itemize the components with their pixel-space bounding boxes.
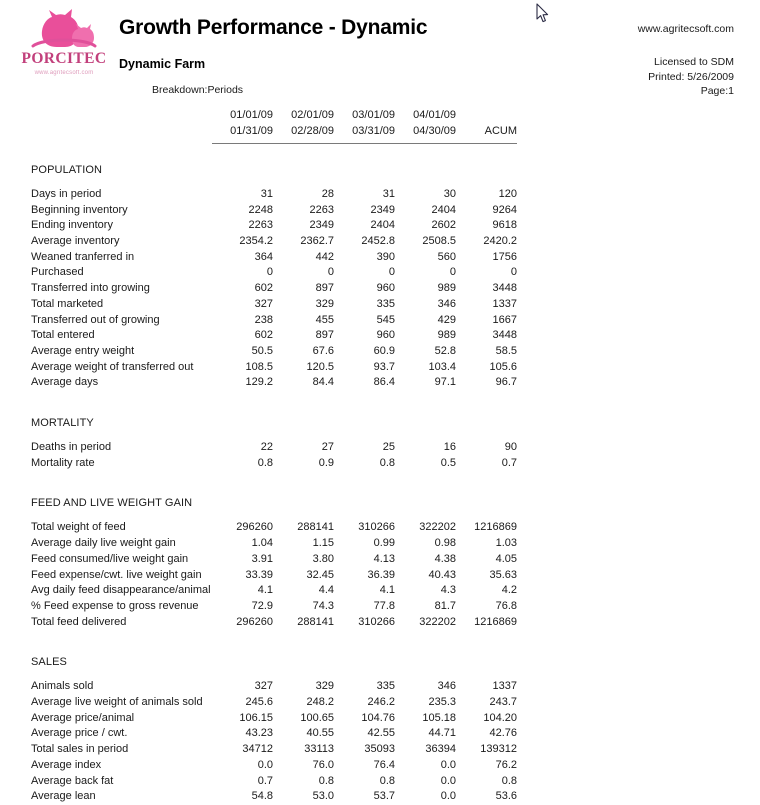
row-value: 103.4: [428, 360, 456, 373]
row-value: 22: [260, 441, 273, 454]
row-value: 43.23: [245, 727, 273, 740]
row-value: 310266: [358, 615, 395, 628]
row-value: 58.5: [495, 344, 517, 357]
row-value: 60.9: [373, 344, 395, 357]
row-value: 84.4: [312, 376, 334, 389]
row-label: Mortality rate: [31, 456, 95, 469]
row-value: 310266: [358, 521, 395, 534]
section-title: POPULATION: [31, 163, 103, 176]
row-value: 1667: [492, 313, 517, 326]
row-value: 335: [376, 680, 395, 693]
table-row: [31, 552, 517, 568]
row-label: Total feed delivered: [31, 615, 127, 628]
period-end-4: 04/30/09: [413, 124, 456, 137]
table-row: [31, 679, 517, 695]
row-value: 1756: [492, 250, 517, 263]
row-value: 4.38: [434, 552, 456, 565]
logo-url: www.agritecsoft.com: [34, 69, 94, 76]
row-value: 97.1: [434, 376, 456, 389]
row-value: 4.1: [379, 584, 395, 597]
row-label: Avg daily feed disappearance/animal: [31, 584, 211, 597]
row-label: Average price/animal: [31, 711, 135, 724]
period-end-row: [31, 124, 517, 142]
section-header-row: [31, 636, 517, 679]
report-meta: [648, 55, 734, 99]
row-label: Total weight of feed: [31, 521, 126, 534]
period-start-row: [31, 108, 517, 124]
row-label: % Feed expense to gross revenue: [31, 599, 199, 612]
row-value: 2263: [248, 219, 273, 232]
row-value: 1.15: [312, 537, 334, 550]
row-value: 54.8: [251, 790, 273, 803]
table-row: [31, 281, 517, 297]
row-value: 0.0: [440, 774, 456, 787]
row-value: 33113: [304, 743, 334, 756]
row-value: 0.98: [434, 537, 456, 550]
row-value: 235.3: [428, 696, 456, 709]
row-value: 2354.2: [239, 235, 273, 248]
row-value: 120.5: [306, 360, 334, 373]
row-value: 2248: [248, 203, 273, 216]
period-end-2: 02/28/09: [291, 124, 334, 137]
row-value: 1.04: [251, 537, 273, 550]
mouse-cursor: [536, 3, 549, 23]
table-row: [31, 375, 517, 391]
header-spacer: [31, 108, 212, 124]
farm-name: Dynamic Farm: [119, 57, 206, 71]
row-value: 105.6: [489, 360, 517, 373]
row-value: 104.76: [361, 711, 395, 724]
row-value: 105.18: [422, 711, 456, 724]
row-value: 16: [443, 441, 456, 454]
row-value: 35093: [364, 743, 395, 756]
period-start-4: 04/01/09: [413, 109, 456, 121]
row-value: 4.4: [318, 584, 334, 597]
row-value: 42.76: [489, 727, 517, 740]
row-value: 322202: [419, 615, 456, 628]
row-value: 76.4: [373, 758, 395, 771]
section-header-pad: [212, 477, 273, 520]
row-label: Animals sold: [31, 680, 94, 693]
row-value: 76.0: [312, 758, 334, 771]
porcitec-logo: [14, 6, 114, 78]
row-value: 246.2: [367, 696, 395, 709]
row-value: 0.5: [440, 456, 456, 469]
row-value: 560: [437, 250, 456, 263]
section-header-pad: [273, 144, 334, 187]
row-value: 100.65: [300, 711, 334, 724]
row-value: 3.91: [251, 552, 273, 565]
row-value: 960: [376, 282, 395, 295]
column-header-acum: ACUM: [484, 124, 517, 137]
section-header-row: [31, 144, 517, 187]
row-value: 40.43: [428, 568, 456, 581]
row-value: 81.7: [434, 599, 456, 612]
row-value: 4.3: [440, 584, 456, 597]
row-value: 31: [260, 187, 273, 200]
row-value: 36.39: [367, 568, 395, 581]
row-value: 390: [376, 250, 395, 263]
row-value: 0.8: [379, 774, 395, 787]
table-row: [31, 297, 517, 313]
table-row: [31, 360, 517, 376]
row-label: Purchased: [31, 266, 84, 279]
row-value: 72.9: [251, 599, 273, 612]
row-label: Transferred into growing: [31, 282, 150, 295]
period-start-3: 03/01/09: [352, 109, 395, 121]
row-value: 296260: [236, 521, 273, 534]
row-value: 602: [254, 282, 273, 295]
row-value: 989: [437, 282, 456, 295]
row-value: 3.80: [312, 552, 334, 565]
row-value: 4.05: [495, 552, 517, 565]
row-value: 120: [498, 187, 517, 200]
row-label: Feed expense/cwt. live weight gain: [31, 568, 202, 581]
table-row: [31, 250, 517, 266]
row-value: 1337: [492, 680, 517, 693]
table-row: [31, 583, 517, 599]
row-value: 0.8: [257, 456, 273, 469]
section-header-pad: [273, 477, 334, 520]
section-title: FEED AND LIVE WEIGHT GAIN: [31, 497, 193, 510]
section-header-row: [31, 397, 517, 440]
section-header-row: [31, 477, 517, 520]
row-value: 245.6: [245, 696, 273, 709]
row-value: 31: [382, 187, 395, 200]
row-value: 53.6: [495, 790, 517, 803]
table-row: [31, 234, 517, 250]
row-value: 248.2: [306, 696, 334, 709]
period-end-3: 03/31/09: [352, 124, 395, 137]
row-value: 897: [315, 282, 334, 295]
row-value: 76.2: [495, 758, 517, 771]
table-body: [31, 144, 517, 805]
row-value: 90: [504, 441, 517, 454]
section-header-pad: [273, 636, 334, 679]
row-value: 4.13: [373, 552, 395, 565]
row-value: 989: [437, 329, 456, 342]
row-value: 9618: [492, 219, 517, 232]
table-header: [31, 108, 517, 144]
row-value: 346: [437, 680, 456, 693]
row-value: 0.8: [318, 774, 334, 787]
period-start-5: [456, 108, 517, 124]
row-value: 27: [321, 441, 334, 454]
section-header-pad: [395, 477, 456, 520]
table-row: [31, 758, 517, 774]
row-value: 0.9: [318, 456, 334, 469]
row-value: 0.99: [373, 537, 395, 550]
section-header-pad: [395, 397, 456, 440]
period-end-1: 01/31/09: [230, 124, 273, 137]
row-label: Average daily live weight gain: [31, 537, 176, 550]
row-value: 897: [315, 329, 334, 342]
row-value: 455: [315, 313, 334, 326]
row-value: 76.8: [495, 599, 517, 612]
row-value: 34712: [242, 743, 273, 756]
table-row: [31, 742, 517, 758]
row-value: 44.71: [428, 727, 456, 740]
section-header-pad: [395, 636, 456, 679]
row-value: 0.0: [440, 790, 456, 803]
row-value: 327: [254, 297, 273, 310]
row-value: 53.7: [373, 790, 395, 803]
row-label: Total sales in period: [31, 743, 129, 756]
table-row: [31, 440, 517, 456]
row-label: Average weight of transferred out: [31, 360, 194, 373]
row-value: 0: [449, 266, 456, 279]
period-start-1: 01/01/09: [230, 109, 273, 121]
section-header-pad: [212, 397, 273, 440]
table-row: [31, 520, 517, 536]
row-value: 25: [382, 441, 395, 454]
row-label: Average live weight of animals sold: [31, 696, 203, 709]
row-value: 602: [254, 329, 273, 342]
row-value: 2349: [309, 219, 334, 232]
section-title: SALES: [31, 656, 67, 669]
table-row: [31, 218, 517, 234]
breakdown-label: Breakdown:Periods: [152, 84, 244, 96]
row-value: 104.20: [483, 711, 517, 724]
row-value: 346: [437, 297, 456, 310]
row-value: 0.0: [257, 758, 273, 771]
pig-silhouette-icon: [27, 6, 101, 50]
section-header-pad: [456, 636, 517, 679]
table-row: [31, 313, 517, 329]
section-header-pad: [456, 144, 517, 187]
row-value: 53.0: [312, 790, 334, 803]
row-value: 1337: [492, 297, 517, 310]
row-value: 93.7: [373, 360, 395, 373]
row-value: 545: [376, 313, 395, 326]
row-label: Ending inventory: [31, 219, 113, 232]
row-value: 2508.5: [422, 235, 456, 248]
table-row: [31, 456, 517, 472]
row-value: 238: [254, 313, 273, 326]
row-value: 9264: [492, 203, 517, 216]
row-value: 4.2: [501, 584, 517, 597]
section-header-pad: [334, 477, 395, 520]
row-label: Average back fat: [31, 774, 114, 787]
row-value: 2349: [370, 203, 395, 216]
period-start-2: 02/01/09: [291, 109, 334, 121]
row-value: 288141: [297, 615, 334, 628]
section-header-pad: [456, 397, 517, 440]
table-row: [31, 599, 517, 615]
company-website: www.agritecsoft.com: [637, 23, 734, 35]
row-label: Total marketed: [31, 297, 104, 310]
row-label: Average inventory: [31, 235, 120, 248]
row-value: 33.39: [245, 568, 273, 581]
table-row: [31, 726, 517, 742]
row-label: Weaned tranferred in: [31, 250, 135, 263]
row-value: 0.7: [501, 456, 517, 469]
row-value: 108.5: [245, 360, 273, 373]
row-label: Average days: [31, 376, 99, 389]
table-row: [31, 695, 517, 711]
section-header-pad: [212, 636, 273, 679]
growth-performance-table: [31, 108, 517, 805]
row-label: Days in period: [31, 187, 102, 200]
section-header-pad: [212, 144, 273, 187]
row-value: 2602: [431, 219, 456, 232]
row-value: 50.5: [251, 344, 273, 357]
row-label: Transferred out of growing: [31, 313, 160, 326]
row-value: 327: [254, 680, 273, 693]
row-value: 2404: [370, 219, 395, 232]
row-value: 1.03: [495, 537, 517, 550]
row-label: Deaths in period: [31, 441, 112, 454]
table-row: [31, 344, 517, 360]
page-title: Growth Performance - Dynamic: [119, 16, 428, 39]
row-value: 42.55: [367, 727, 395, 740]
row-value: 2420.2: [483, 235, 517, 248]
row-value: 2263: [309, 203, 334, 216]
header-spacer-2: [31, 124, 212, 142]
row-label: Average entry weight: [31, 344, 135, 357]
row-value: 2362.7: [300, 235, 334, 248]
table-row: [31, 774, 517, 790]
logo-wordmark: PORCITEC: [21, 50, 107, 67]
row-value: 28: [321, 187, 334, 200]
row-value: 296260: [236, 615, 273, 628]
row-value: 243.7: [489, 696, 517, 709]
page-number: Page:1: [700, 85, 734, 97]
table-row: [31, 789, 517, 805]
row-value: 960: [376, 329, 395, 342]
row-value: 40.55: [306, 727, 334, 740]
row-value: 288141: [297, 521, 334, 534]
row-label: Feed consumed/live weight gain: [31, 552, 189, 565]
row-value: 329: [315, 297, 334, 310]
row-value: 335: [376, 297, 395, 310]
row-value: 35.63: [489, 568, 517, 581]
row-value: 0: [388, 266, 395, 279]
row-label: Average price / cwt.: [31, 727, 128, 740]
table-row: [31, 328, 517, 344]
printed-date: Printed: 5/26/2009: [648, 70, 734, 83]
row-value: 0: [266, 266, 273, 279]
row-value: 139312: [480, 743, 517, 756]
row-value: 2452.8: [361, 235, 395, 248]
row-value: 0.8: [379, 456, 395, 469]
row-value: 0.8: [501, 774, 517, 787]
section-header-pad: [334, 144, 395, 187]
section-header-pad: [273, 397, 334, 440]
row-value: 86.4: [373, 376, 395, 389]
row-value: 96.7: [495, 376, 517, 389]
row-value: 2404: [431, 203, 456, 216]
table-row: [31, 536, 517, 552]
row-value: 77.8: [373, 599, 395, 612]
row-value: 0.0: [440, 758, 456, 771]
row-value: 364: [254, 250, 273, 263]
row-value: 1216869: [474, 521, 517, 534]
licensed-to: Licensed to SDM: [654, 56, 734, 68]
table-row: [31, 203, 517, 219]
row-value: 30: [443, 187, 456, 200]
row-value: 442: [315, 250, 334, 263]
table-row: [31, 187, 517, 203]
row-value: 129.2: [245, 376, 273, 389]
row-value: 106.15: [239, 711, 273, 724]
section-title: MORTALITY: [31, 417, 94, 430]
table-row: [31, 568, 517, 584]
table-row: [31, 711, 517, 727]
row-value: 3448: [492, 282, 517, 295]
row-label: Average lean: [31, 790, 96, 803]
section-header-pad: [334, 636, 395, 679]
row-value: 1216869: [474, 615, 517, 628]
row-value: 429: [437, 313, 456, 326]
row-value: 52.8: [434, 344, 456, 357]
row-value: 74.3: [312, 599, 334, 612]
row-label: Beginning inventory: [31, 203, 128, 216]
row-label: Average index: [31, 758, 102, 771]
row-label: Total entered: [31, 329, 95, 342]
row-value: 0.7: [257, 774, 273, 787]
section-header-pad: [456, 477, 517, 520]
row-value: 4.1: [257, 584, 273, 597]
section-header-pad: [334, 397, 395, 440]
row-value: 0: [327, 266, 334, 279]
table-row: [31, 615, 517, 631]
row-value: 0: [510, 266, 517, 279]
row-value: 36394: [425, 743, 456, 756]
row-value: 322202: [419, 521, 456, 534]
row-value: 3448: [492, 329, 517, 342]
section-header-pad: [395, 144, 456, 187]
row-value: 329: [315, 680, 334, 693]
row-value: 32.45: [306, 568, 334, 581]
table-row: [31, 265, 517, 281]
row-value: 67.6: [312, 344, 334, 357]
